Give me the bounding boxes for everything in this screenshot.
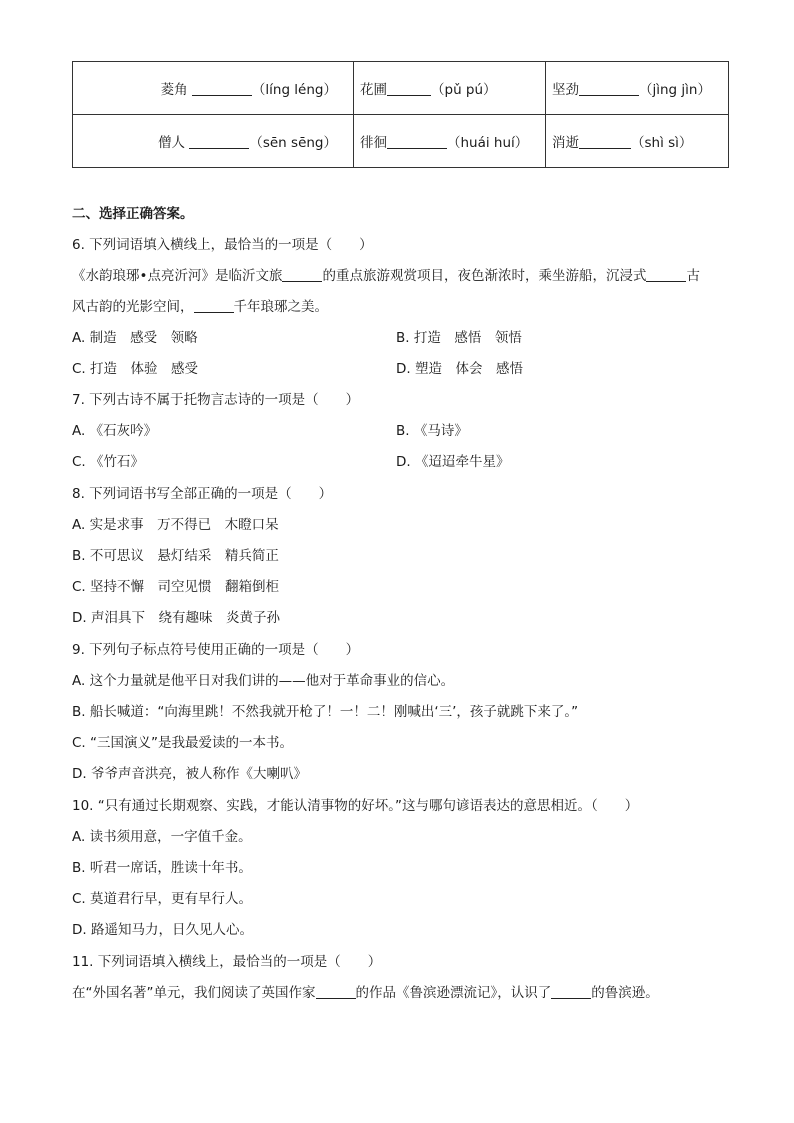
passage-text: 的鲁滨逊。 — [591, 985, 659, 1001]
passage-text: 风古韵的光影空间， — [72, 299, 194, 315]
table-cell — [546, 62, 729, 115]
question-6-passage-line-1 — [72, 266, 700, 286]
pinyin-options: （huái huí） — [447, 135, 529, 151]
pinyin-options: （jìng jìn） — [639, 82, 711, 98]
option-d[interactable]: D. 塑造 体会 感悟 — [396, 361, 523, 377]
word-label: 徘徊 — [360, 135, 387, 151]
question-6-passage-line-2 — [72, 297, 328, 317]
pinyin-table — [72, 61, 729, 168]
fill-blank[interactable] — [646, 267, 686, 282]
fill-blank[interactable] — [316, 984, 356, 999]
passage-text: 在“外国名著”单元，我们阅读了英国作家 — [72, 985, 316, 1001]
option-c[interactable]: C. 莫道君行早，更有早行人。 — [72, 891, 253, 907]
pinyin-options: （líng léng） — [251, 82, 337, 98]
option-b[interactable]: B. 打造 感悟 领悟 — [396, 330, 522, 346]
word-label: 菱角 — [160, 82, 188, 98]
option-c[interactable]: C. 《竹石》 — [72, 454, 145, 470]
fill-blank[interactable] — [551, 984, 591, 999]
option-c[interactable]: C. 坚持不懈 司空见惯 翻箱倒柜 — [72, 579, 280, 595]
option-c[interactable]: C. “三国演义”是我最爱读的一本书。 — [72, 735, 293, 751]
option-c[interactable]: C. 打造 体验 感受 — [72, 361, 199, 377]
option-a[interactable]: A. 制造 感受 领略 — [72, 330, 198, 346]
option-d[interactable]: D. 声泪具下 绕有趣味 炎黄子孙 — [72, 610, 280, 626]
table-cell — [73, 62, 354, 115]
option-a[interactable]: A. 读书须用意，一字值千金。 — [72, 829, 252, 845]
pinyin-options: （shì sì） — [631, 135, 693, 151]
section-title: 二、选择正确答案。 — [72, 206, 194, 222]
option-b[interactable]: B. 《马诗》 — [396, 423, 468, 439]
passage-text: 古 — [686, 268, 700, 284]
option-a[interactable]: A. 这个力量就是他平日对我们讲的——他对于革命事业的信心。 — [72, 673, 455, 689]
table-cell — [354, 115, 546, 168]
table-row — [73, 115, 729, 168]
answer-blank[interactable] — [387, 81, 431, 96]
question-7-stem: 7. 下列古诗不属于托物言志诗的一项是（ ） — [72, 392, 360, 408]
option-d[interactable]: D. 爷爷声音洪亮，被人称作《大喇叭》 — [72, 766, 307, 782]
option-b[interactable]: B. 不可思议 悬灯结采 精兵简正 — [72, 548, 279, 564]
word-label: 坚劲 — [552, 82, 579, 98]
option-d[interactable]: D. 《迢迢牵牛星》 — [396, 454, 510, 470]
table-cell — [73, 115, 354, 168]
question-8-stem: 8. 下列词语书写全部正确的一项是（ ） — [72, 486, 333, 502]
passage-text: 《水韵琅琊•点亮沂河》是临沂文旅 — [72, 268, 283, 284]
option-d[interactable]: D. 路遥知马力，日久见人心。 — [72, 922, 253, 938]
pinyin-options: （sēn sēng） — [249, 135, 337, 151]
word-label: 消逝 — [552, 135, 579, 151]
answer-blank[interactable] — [192, 81, 252, 96]
answer-blank[interactable] — [579, 134, 631, 149]
question-9-stem: 9. 下列句子标点符号使用正确的一项是（ ） — [72, 642, 360, 658]
passage-text: 的重点旅游观赏项目，夜色渐浓时，乘坐游船，沉浸式 — [322, 268, 647, 284]
option-a[interactable]: A. 《石灰吟》 — [72, 423, 158, 439]
answer-blank[interactable] — [387, 134, 447, 149]
answer-blank[interactable] — [189, 134, 249, 149]
table-cell — [354, 62, 546, 115]
word-label: 僧人 — [158, 135, 186, 151]
option-b[interactable]: B. 听君一席话，胜读十年书。 — [72, 860, 252, 876]
fill-blank[interactable] — [282, 267, 322, 282]
question-10-stem: 10. “只有通过长期观察、实践，才能认清事物的好坏。”这与哪句谚语表达的意思相近。（ ） — [72, 798, 639, 814]
option-a[interactable]: A. 实是求事 万不得已 木瞪口呆 — [72, 517, 279, 533]
question-6-stem: 6. 下列词语填入横线上，最恰当的一项是（ ） — [72, 237, 373, 253]
table-cell — [546, 115, 729, 168]
passage-text: 的作品《鲁滨逊漂流记》，认识了 — [355, 985, 552, 1001]
passage-text: 千年琅琊之美。 — [233, 299, 328, 315]
option-b[interactable]: B. 船长喊道：“向海里跳！不然我就开枪了！一！二！刚喊出‘三’，孩子就跳下来了。” — [72, 704, 579, 720]
word-label: 花圃 — [360, 82, 387, 98]
pinyin-options: （pǔ pú） — [431, 82, 497, 98]
question-11-stem: 11. 下列词语填入横线上，最恰当的一项是（ ） — [72, 954, 382, 970]
question-11-passage — [72, 983, 659, 1003]
table-row — [73, 62, 729, 115]
fill-blank[interactable] — [194, 298, 234, 313]
answer-blank[interactable] — [579, 81, 639, 96]
